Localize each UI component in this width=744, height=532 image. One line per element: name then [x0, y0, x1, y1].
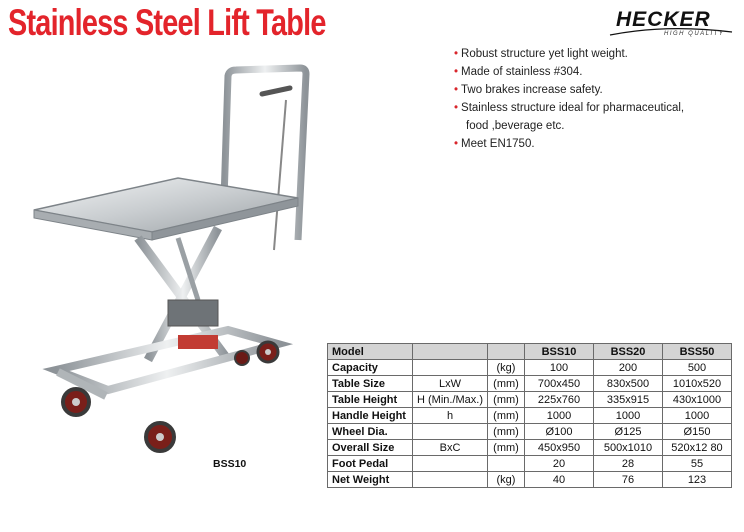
table-cell: 1000	[663, 408, 732, 424]
table-header-row	[328, 344, 732, 360]
table-row	[328, 376, 732, 392]
row-label: Net Weight	[328, 472, 413, 488]
row-label: Handle Height	[328, 408, 413, 424]
table-cell: 500	[663, 360, 732, 376]
table-cell: 40	[525, 472, 594, 488]
table-cell: Ø125	[594, 424, 663, 440]
brand-tagline: HIGH QUALITY	[664, 31, 725, 37]
feature-item: • Robust structure yet light weight.	[454, 48, 628, 60]
table-cell: (mm)	[488, 440, 525, 456]
table-cell: 20	[525, 456, 594, 472]
feature-item: • Meet EN1750.	[454, 138, 535, 150]
table-cell	[488, 456, 525, 472]
table-header-cell	[488, 344, 525, 360]
table-cell: (mm)	[488, 408, 525, 424]
row-label: Table Height	[328, 392, 413, 408]
wheel	[63, 389, 89, 415]
table-cell	[413, 360, 488, 376]
table-cell: 335x915	[594, 392, 663, 408]
table-cell: 1000	[594, 408, 663, 424]
bullet-icon: •	[454, 66, 459, 78]
table-cell: 500x1010	[594, 440, 663, 456]
table-cell: H (Min./Max.)	[413, 392, 488, 408]
brand-name: HECKER	[616, 8, 711, 31]
wheel	[258, 342, 278, 362]
wheel	[146, 423, 174, 451]
table-cell: 830x500	[594, 376, 663, 392]
lift-table-image	[28, 60, 318, 460]
table-row	[328, 392, 732, 408]
table-row	[328, 440, 732, 456]
table-cell: 200	[594, 360, 663, 376]
row-label: Capacity	[328, 360, 413, 376]
bullet-icon: •	[454, 138, 459, 150]
table-row	[328, 408, 732, 424]
table-row	[328, 456, 732, 472]
table-cell	[413, 472, 488, 488]
table-cell: 1010x520	[663, 376, 732, 392]
row-label: Foot Pedal	[328, 456, 413, 472]
table-header-cell: Model	[328, 344, 413, 360]
table-cell: (mm)	[488, 376, 525, 392]
page-title: Stainless Steel Lift Table	[8, 2, 326, 43]
table-cell	[413, 424, 488, 440]
table-header-cell	[413, 344, 488, 360]
table-cell: (mm)	[488, 392, 525, 408]
feature-item: • Two brakes increase safety.	[454, 84, 603, 96]
table-cell: (kg)	[488, 360, 525, 376]
feature-item: • Made of stainless #304.	[454, 66, 583, 78]
table-cell: 430x1000	[663, 392, 732, 408]
spec-table	[327, 343, 732, 488]
table-cell: 28	[594, 456, 663, 472]
feature-item: • Stainless structure ideal for pharmaceutical,	[454, 102, 685, 114]
row-label: Wheel Dia.	[328, 424, 413, 440]
feature-list	[454, 45, 740, 153]
feature-item-continuation: food ,beverage etc.	[466, 120, 565, 132]
table-cell: h	[413, 408, 488, 424]
brand-logo	[606, 8, 736, 42]
table-cell: 123	[663, 472, 732, 488]
table-cell: 1000	[525, 408, 594, 424]
row-label: Overall Size	[328, 440, 413, 456]
bullet-icon: •	[454, 84, 459, 96]
table-cell: Ø150	[663, 424, 732, 440]
bullet-icon: •	[454, 102, 459, 114]
photo-caption: BSS10	[213, 458, 247, 470]
table-cell: 76	[594, 472, 663, 488]
table-cell: 100	[525, 360, 594, 376]
table-cell: 55	[663, 456, 732, 472]
table-cell: (mm)	[488, 424, 525, 440]
table-cell: 225x760	[525, 392, 594, 408]
wheel	[235, 351, 249, 365]
table-header-cell: BSS10	[525, 344, 594, 360]
table-header-cell: BSS50	[663, 344, 732, 360]
row-label: Table Size	[328, 376, 413, 392]
table-cell: Ø100	[525, 424, 594, 440]
table-cell: BxC	[413, 440, 488, 456]
table-cell: 700x450	[525, 376, 594, 392]
table-row	[328, 472, 732, 488]
table-header-cell: BSS20	[594, 344, 663, 360]
table-cell: 520x12 80	[663, 440, 732, 456]
table-row	[328, 360, 732, 376]
table-cell: (kg)	[488, 472, 525, 488]
table-row	[328, 424, 732, 440]
table-cell: LxW	[413, 376, 488, 392]
table-cell	[413, 456, 488, 472]
bullet-icon: •	[454, 48, 459, 60]
table-cell: 450x950	[525, 440, 594, 456]
